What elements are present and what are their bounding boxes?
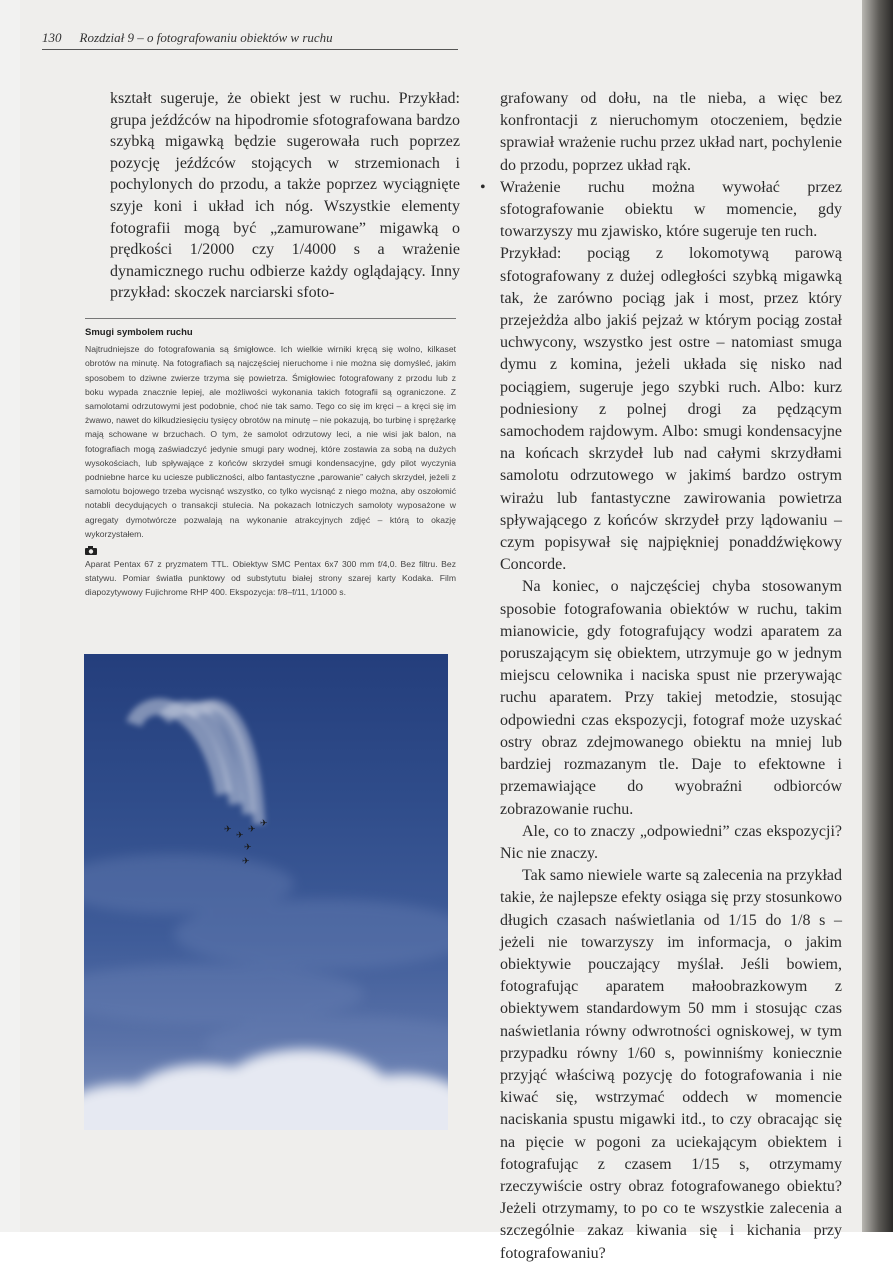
sidebar-box <box>85 326 456 600</box>
bullet-item <box>480 177 842 577</box>
body-paragraph: kształt sugeruje, że obiekt jest w ruchu. Przykład: grupa jeźdźców na hipodromie sfotografowana bardzo szybką migawką będzie sugerowała ruch poprzez pozycję jeźdźców stojących w strzemionach i pochylonych do przodu, a także poprzez wyciągnięte szyje koni i układ ich nóg. Wszystkie elementy fotografii mogą być „zamurowane” migawką o prędkości 1/2000 czy 1/4000 s a wrażenie dynamicznego ruchu odbierze każdy oglądający. Inny przykład: skoczek narciarski sfoto- <box>110 90 460 302</box>
background-clouds <box>84 854 448 1072</box>
jet: ✈ <box>248 825 256 835</box>
body-paragraph: Wrażenie ruchu można wywołać przez sfotografowanie obiektu w momencie, gdy towarzyszy mu zjawisko, które sugeruje ten ruch. <box>500 178 842 241</box>
body-paragraph: Przykład: pociąg z lokomotywą parową sfotografowany z dużej odległości szybką migawką tak, że zarówno pociąg jak i most, przez który przejeżdża albo jakiś pejzaż w którym pociąg został uchwycony, wszystko jest ostre – natomiast smuga dymu z komina, jeżeli układa się nisko nad pociągiem, sugeruje jego szybki ruch. Albo: kurz podniesiony z polnej drogi za pędzącym samochodem rajdowym. Albo: smugi kondensacyjne na końcach skrzydeł lub nad całymi skrzydłami samolotu odrzutowego w jakimś bardzo ostrym wirażu lub fantastyczne zawirowania powietrza spływającego z końców skrzydeł przy lądowaniu – czym popisywał się najpiękniej ponaddźwiękowy Concorde. <box>500 245 842 574</box>
smoke-trails <box>134 705 259 824</box>
jet: ✈ <box>236 831 244 841</box>
jet: ✈ <box>260 819 268 829</box>
jet: ✈ <box>244 843 252 853</box>
body-paragraph: grafowany od dołu, na tle nieba, a więc bez konfrontacji z nieruchomym otoczeniem, będzie sprawiał wrażenie ruchu przez układ nart, pochylenie do przodu, poprzez układ rąk. <box>500 90 842 174</box>
chapter-title: Rozdział 9 – o fotografowaniu obiektów w ruchu <box>79 30 333 45</box>
sidebar-body: Najtrudniejsze do fotografowania są śmigłowce. Ich wielkie wirniki kręcą się wolno, kilkaset obrotów na minutę. Na fotografiach są najczęściej nieruchome i nie można się domyśleć, jakim sposobem to dziwne zwierze trzyma się powietrza. Śmigłowiec fotografowany z przodu lub z boku wypada znacznie lepiej, ale możliwości wykonania takich fotografii są ograniczone. Z samolotami odrzutowymi jest podobnie, choć nie tak samo. Tego co się im kręci – a kręci się im żwawo, nawet do kilkudziesięciu tysięcy obrotów na minutę – nie pokazują, bo turbinę i sprężarkę mają schowane w brzuchach. O tym, że samolot odrzutowy leci, a nie wisi jak balon, na fotografiach mogą zaświadczyć jedynie smugi pary wodnej, które zostawia za sobą na dużych wysokościach, lub spływające z końców skrzydeł smugi kondensacyjne, gdy pilot wyczynia podniebne harce ku uciesze publiczności, albo fantastyczne „parowanie” całych skrzydeł, jeżeli z samolotu bojowego trzeba wycisnąć wszystko, co tylko wycisnąć z niego można, aby oszołomić notabli decydujących o transakcji stulecia. Na pokazach lotniczych samoloty wyposażone w agregaty dymotwórcze pozwalają na wykonanie atrakcyjnych zdjęć – którą to okazję wykorzystałem. <box>85 344 456 539</box>
right-column <box>480 88 842 1265</box>
body-paragraph: Tak samo niewiele warte są zalecenia na przykład takie, że najlepsze efekty osiąga się przy stosunkowo długich czasach naświetlania od 1/15 do 1/8 s – jeżeli nie towarzyszy im informacja, o jakim obiektywie pouczający myślał. Jeśli bowiem, fotografując aparatem małoobrazkowym z obiektywem standardowym 50 mm i stosując czas naświetlania równy odwrotności ogniskowej, w tym przypadku równy 1/60 s, powinniśmy koniecznie przyjąć właściwą pozycję do fotografowania i nie kiwać się, wstrzymać oddech w momencie naciskania spustu migawki itd., to czy obracając się na pięcie w pogoni za uciekającym obiektem i fotografując z czasem 1/15 s, otrzymamy rzeczywiście ostry obraz fotografowanego obiektu? Jeżeli otrzymamy, to po co te wszystkie zalecenia a szczególnie zakaz kiwania się i kichania przy fotografowaniu? <box>500 867 842 1262</box>
scan-margin-left <box>0 0 20 1232</box>
body-paragraph: Na koniec, o najczęściej chyba stosowanym sposobie fotografowania obiektów w ruchu, takim mianowicie, gdy fotografujący wodzi aparatem za poruszającym się obiektem, utrzymuje go w jednym miejscu celownika i naciska spust nie przerywając ruchu aparatem. Przy takiej metodzie, stosując odpowiedni czas ekspozycji, fotograf może uzyskać ostry obraz zdejmowanego obiektu na mniej lub bardziej rozmazanym tle. Daje to efektowne i przemawiające do wyobraźni odbiorców zobrazowanie ruchu. <box>500 578 842 818</box>
running-header <box>42 30 458 50</box>
body-paragraph: Ale, co to znaczy „odpowiedni” czas ekspozycji? Nic nie znaczy. <box>500 822 842 862</box>
camera-icon <box>85 546 97 555</box>
page-number: 130 <box>42 30 62 45</box>
bullet-icon: • <box>480 178 486 196</box>
sidebar-divider <box>85 318 456 319</box>
left-column <box>110 88 460 304</box>
airshow-photo <box>84 654 448 1130</box>
photo-caption: Aparat Pentax 67 z pryzmatem TTL. Obiektyw SMC Pentax 6x7 300 mm f/4,0. Bez filtru. Bez statywu. Pomiar światła punktowy od substytutu białej strony szarej karty Kodaka. Film diapozytywowy Fujichrome RHP 400. Ekspozycja: f/8–f/11, 1/1000 s. <box>85 559 456 598</box>
jet: ✈ <box>242 857 250 867</box>
sidebar-title: Smugi symbolem ruchu <box>85 327 193 338</box>
jet: ✈ <box>224 825 232 835</box>
scan-gutter-shadow <box>862 0 893 1232</box>
airshow-photo-illustration <box>84 654 448 1130</box>
